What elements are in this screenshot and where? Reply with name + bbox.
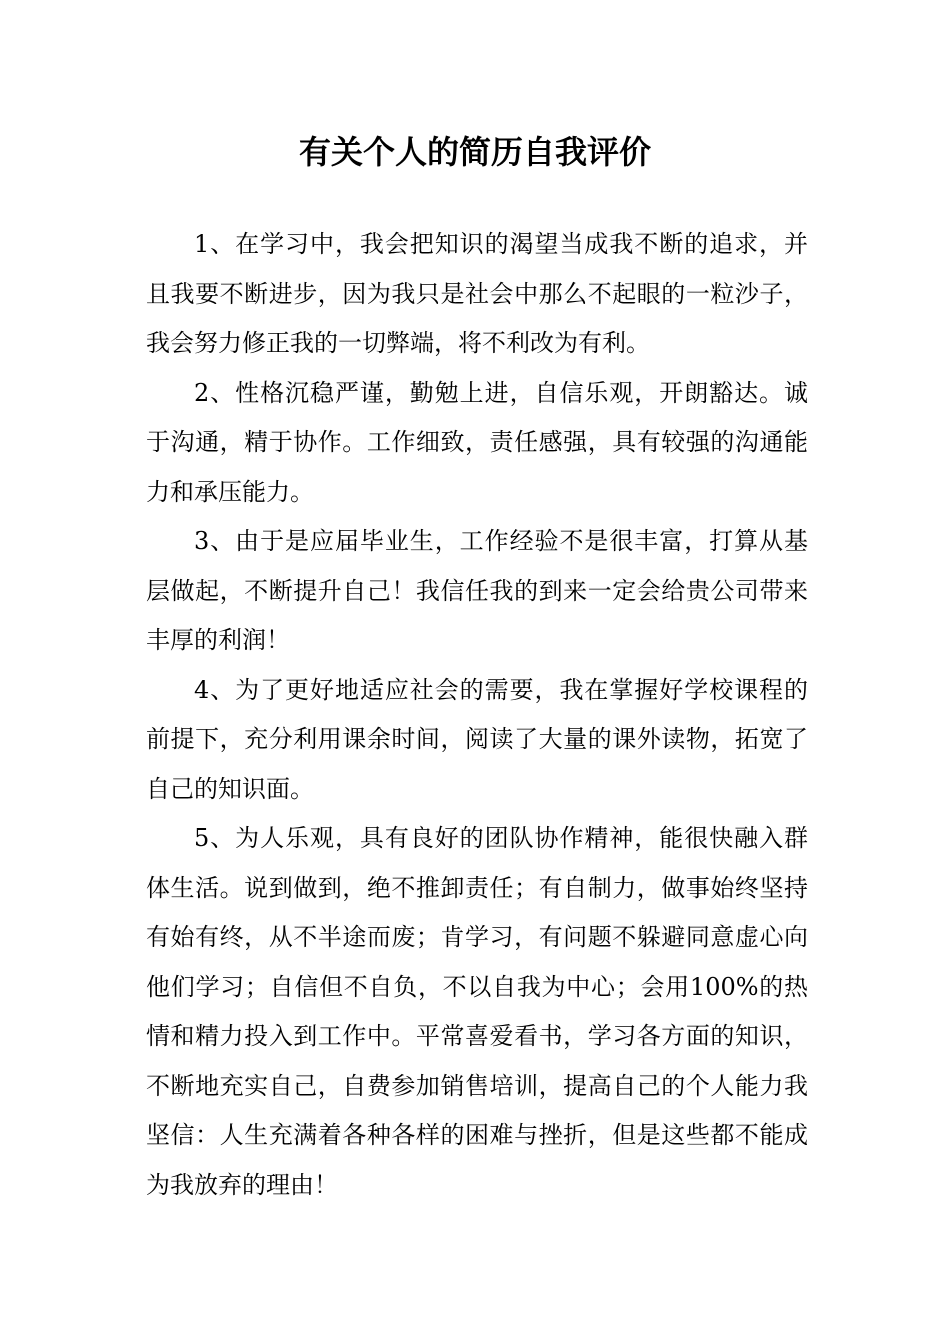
paragraph-1: 1、在学习中，我会把知识的渴望当成我不断的追求，并且我要不断进步，因为我只是社会中那么不起眼的一粒沙子，我会努力修正我的一切弊端，将不利改为有利。 [146,230,808,357]
paragraph-4: 4、为了更好地适应社会的需要，我在掌握好学校课程的前提下，充分利用课余时间，阅读了大量的课外读物，拓宽了自己的知识面。 [146,675,808,803]
paragraph-2: 2、性格沉稳严谨，勤勉上进，自信乐观，开朗豁达。诚于沟通，精于协作。工作细致，责任感强，具有较强的沟通能力和承压能力。 [146,378,808,506]
paragraph-3: 3、由于是应届毕业生，工作经验不是很丰富，打算从基层做起，不断提升自己！我信任我的到来一定会给贵公司带来丰厚的利润！ [146,527,808,654]
document-body [146,220,808,1210]
document-title: 有关个人的简历自我评价 [298,133,651,171]
paragraph-5: 5、为人乐观，具有良好的团队协作精神，能很快融入群体生活。说到做到，绝不推卸责任；有自制力，做事始终坚持有始有终，从不半途而废；肯学习，有问题不躲避同意虚心向他们学习；自信但不自负，不以自我为中心；会用100%的热情和精力投入到工作中。平常喜爱看书，学习各方面的知识，不断地充实自己，自费参加销售培训，提高自己的个人能力我坚信：人生充满着各种各样的困难与挫折，但是这些都不能成为我放弃的理由！ [146,824,808,1199]
